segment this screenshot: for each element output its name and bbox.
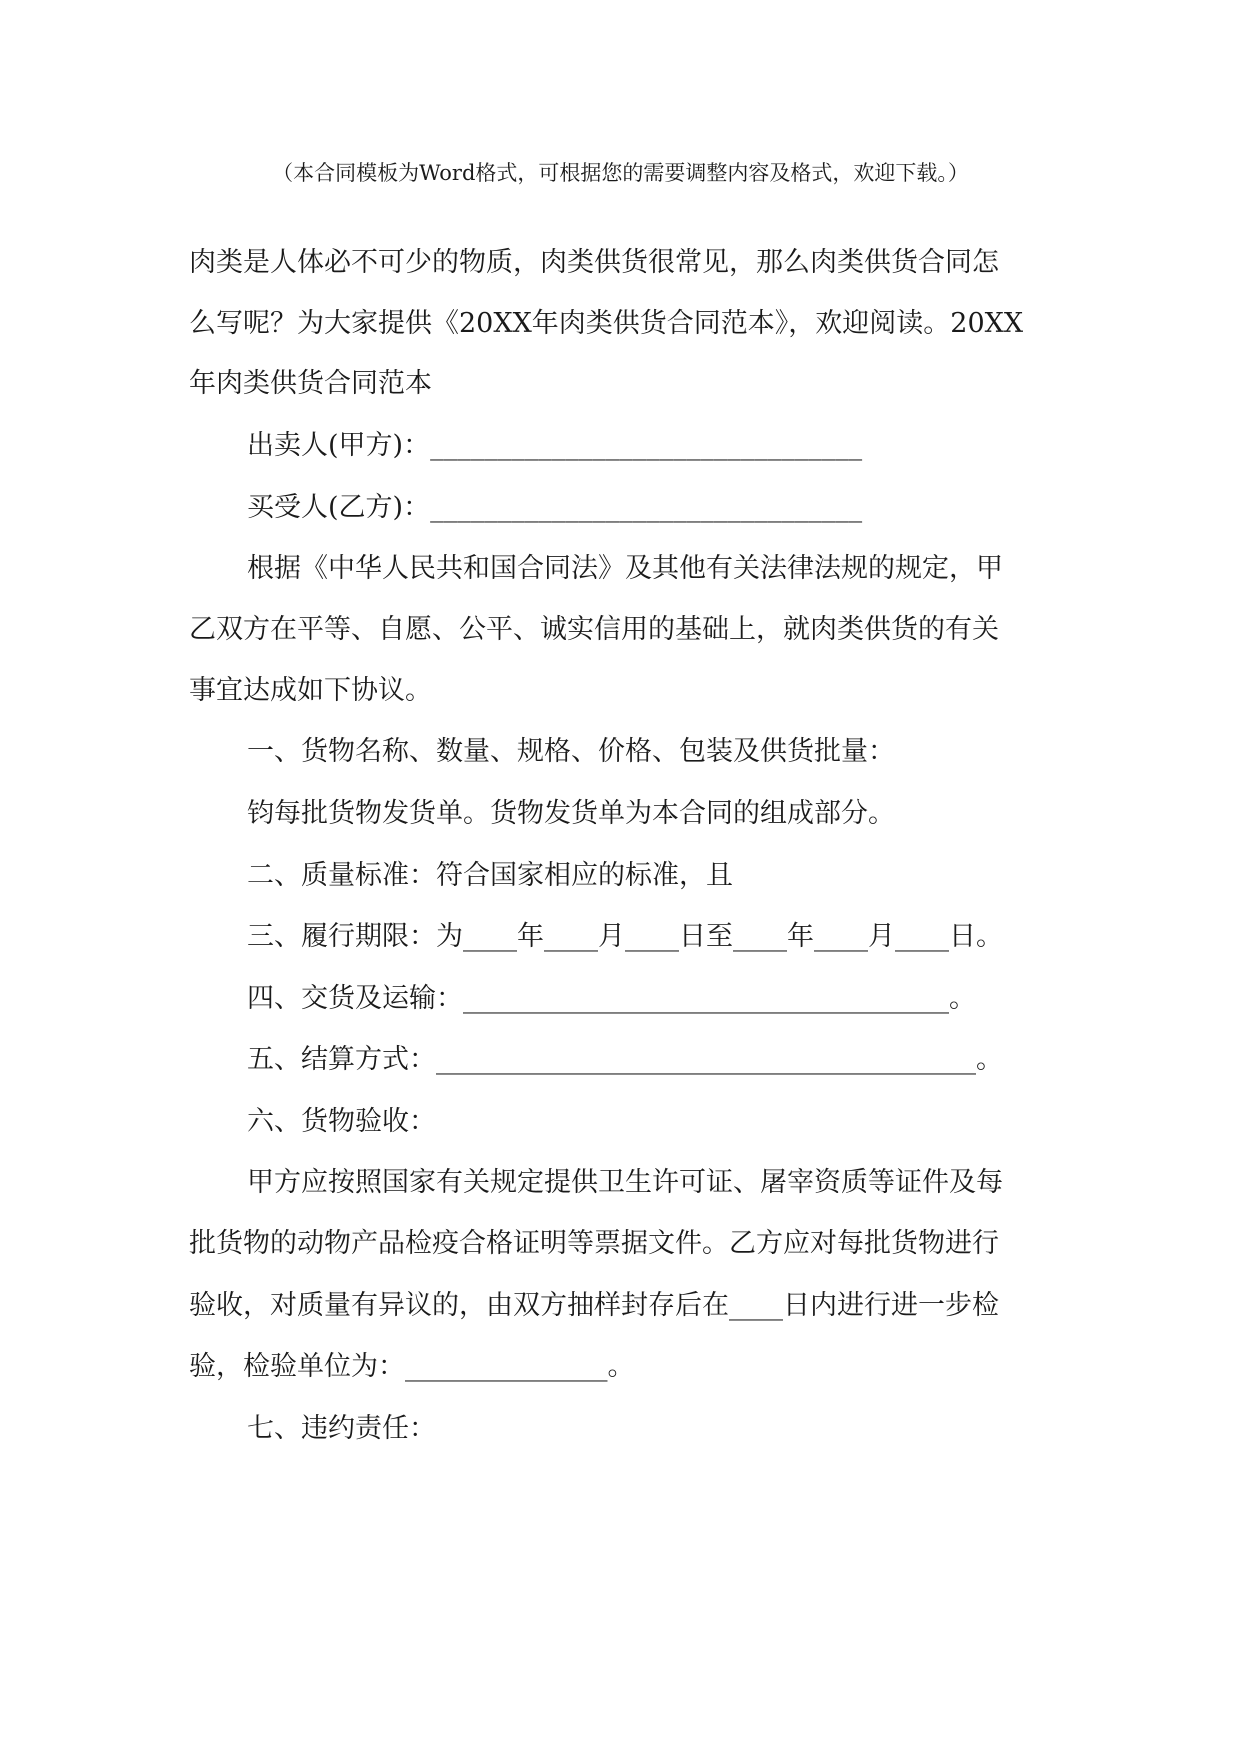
preamble-line-2: 乙双方在平等、自愿、公平、诚实信用的基础上，就肉类供货的有关 — [189, 614, 999, 645]
intro-line-3: 年肉类供货合同范本 — [189, 368, 432, 399]
seller-field: 出卖人(甲方)：________________________________ — [247, 430, 863, 461]
clause-1-body: 钧每批货物发货单。货物发货单为本合同的组成部分。 — [247, 798, 895, 829]
preamble-line-1: 根据《中华人民共和国合同法》及其他有关法律法规的规定，甲 — [247, 553, 1003, 584]
clause-1-title: 一、货物名称、数量、规格、价格、包装及供货批量： — [247, 736, 895, 767]
template-note: （本合同模板为Word格式，可根据您的需要调整内容及格式，欢迎下载。） — [272, 161, 969, 185]
preamble-line-3: 事宜达成如下协议。 — [189, 675, 432, 706]
clause-3: 三、履行期限：为____年____月____日至____年____月____日。 — [247, 921, 1003, 952]
clause-7-title: 七、违约责任： — [247, 1413, 436, 1444]
clause-6-body-line-1: 甲方应按照国家有关规定提供卫生许可证、屠宰资质等证件及每 — [247, 1167, 1003, 1198]
clause-6-body-line-3: 验收，对质量有异议的，由双方抽样封存后在____日内进行进一步检 — [189, 1290, 999, 1321]
intro-line-2: 么写呢？为大家提供《20XX年肉类供货合同范本》，欢迎阅读。20XX — [189, 308, 1024, 339]
buyer-field: 买受人(乙方)：________________________________ — [247, 492, 863, 523]
clause-6-title: 六、货物验收： — [247, 1106, 436, 1137]
clause-6-body-line-2: 批货物的动物产品检疫合格证明等票据文件。乙方应对每批货物进行 — [189, 1228, 999, 1259]
clause-2: 二、质量标准：符合国家相应的标准，且 — [247, 860, 733, 891]
clause-4: 四、交货及运输：____________________________________。 — [247, 983, 976, 1014]
clause-6-body-line-4: 验，检验单位为：_______________。 — [189, 1351, 635, 1382]
intro-line-1: 肉类是人体必不可少的物质，肉类供货很常见，那么肉类供货合同怎 — [189, 247, 999, 278]
clause-5: 五、结算方式：________________________________________。 — [247, 1044, 1003, 1075]
